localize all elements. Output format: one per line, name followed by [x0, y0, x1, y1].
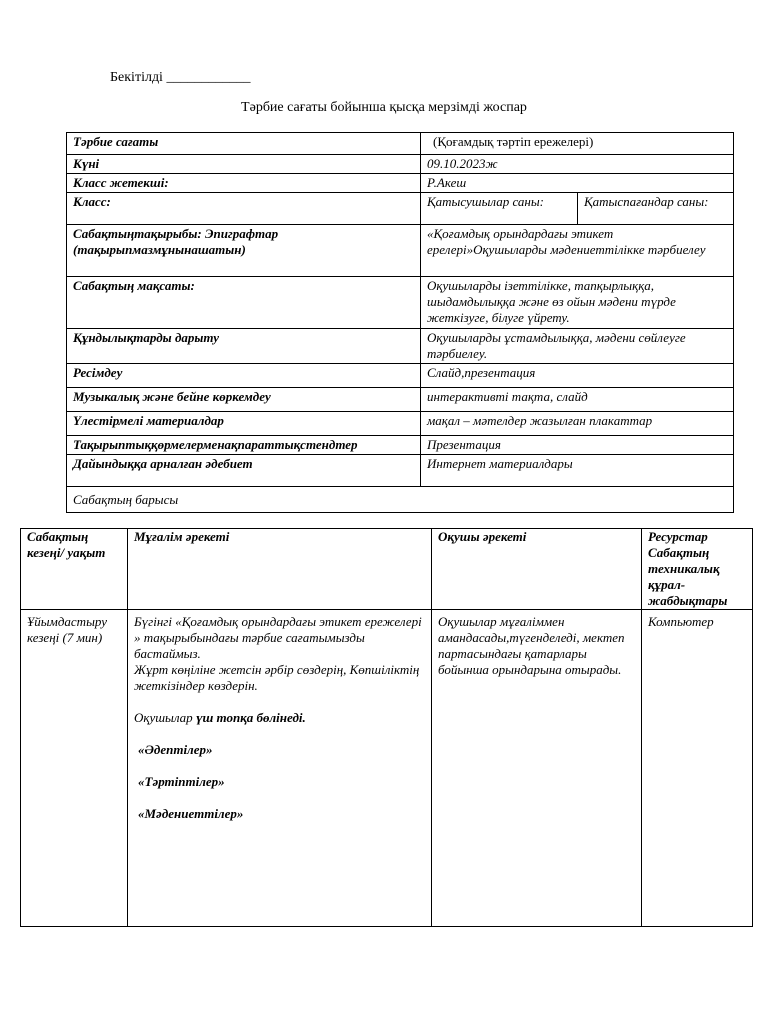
lesson-table [20, 528, 753, 927]
design-label: Ресімдеу [67, 364, 421, 388]
present-label: Қатысушылар саны: [421, 193, 578, 225]
values-label: Құндылықтарды дарыту [67, 329, 421, 364]
handout-label: Үлестірмелі материалдар [67, 412, 421, 436]
document-title: Тәрбие сағаты бойынша қысқа мерзімді жоспар [241, 100, 527, 115]
handout-value: мақал – мәтелдер жазылған плакаттар [421, 412, 734, 436]
group-3: «Мәдениеттілер» [138, 806, 244, 821]
teacher-intro: Бүгінгі «Қоғамдық орындардағы этикет ережелері » тақырыбындағы тәрбие сағатымызды бастаймыз. [134, 614, 422, 661]
media-label: Музыкалық және бейне көркемдеу [67, 388, 421, 412]
visual-value: Презентация [421, 436, 734, 455]
resources-header: Ресурстар Сабақтың техникалық құрал-жабдықтары [642, 529, 753, 610]
date-label: Күні [67, 155, 421, 174]
teacher-poem: Жұрт көңіліне жетсін әрбір сөздерің, Көпшіліктің жеткізіндер көздерін. [134, 662, 420, 693]
literature-value: Интернет материалдары [421, 455, 734, 487]
teacher-action-header: Мұғалім әрекеті [128, 529, 432, 610]
group-1: «Әдептілер» [138, 742, 213, 757]
stage-cell: Ұйымдастыру кезеңі (7 мин) [21, 610, 128, 927]
theme-value: (Қоғамдық тәртіп ережелері) [421, 133, 734, 155]
teacher-label: Класс жетекші: [67, 174, 421, 193]
group-2: «Тәртіптілер» [138, 774, 225, 789]
topic-label: Сабақтыңтақырыбы: Эпиграфтар (тақырыпмазмұнынашатын) [67, 225, 421, 277]
groups-prefix: Оқушылар [134, 710, 196, 725]
topic-value: «Қоғамдық орындардағы этикет ерелері»Оқушыларды мәдениеттілікке тәрбиелеу [421, 225, 734, 277]
design-value: Слайд,презентация [421, 364, 734, 388]
values-value: Оқушыларды ұстамдылыққа, мәдени сөйлеуге тәрбиелеу. [421, 329, 734, 364]
media-value: интерактивті тақта, слайд [421, 388, 734, 412]
goal-value: Оқушыларды ізеттілікке, тапқырлыққа, шыдамдылыққа және өз ойын мәдени түрде жеткізуге, білуге үйрету. [421, 277, 734, 329]
teacher-action-cell [128, 610, 432, 927]
approved-line: Бекітілді ____________ [110, 70, 251, 85]
groups-bold: үш топқа бөлінеді. [195, 710, 306, 725]
date-value: 09.10.2023ж [421, 155, 734, 174]
visual-label: Тақырыптыққөрмелерменақпараттықстендтер [67, 436, 421, 455]
student-action-cell: Оқушылар мұғаліммен амандасады,түгенделеді, мектеп партасындағы қатарлары бойынша орындарына отырады. [432, 610, 642, 927]
teacher-value: Р.Акеш [421, 174, 734, 193]
theme-label: Тәрбие сағаты [67, 133, 421, 155]
student-action-header: Оқушы әрекеті [432, 529, 642, 610]
groups-line [134, 710, 425, 726]
progress-label: Сабақтың барысы [67, 487, 734, 513]
resources-cell: Компьютер [642, 610, 753, 927]
plan-info-table [66, 132, 734, 513]
class-label: Класс: [67, 193, 421, 225]
absent-label: Қатыспағандар саны: [578, 193, 734, 225]
goal-label: Сабақтың мақсаты: [67, 277, 421, 329]
stage-header: Сабақтың кезеңі/ уақыт [21, 529, 128, 610]
literature-label: Дайындыққа арналған әдебиет [67, 455, 421, 487]
